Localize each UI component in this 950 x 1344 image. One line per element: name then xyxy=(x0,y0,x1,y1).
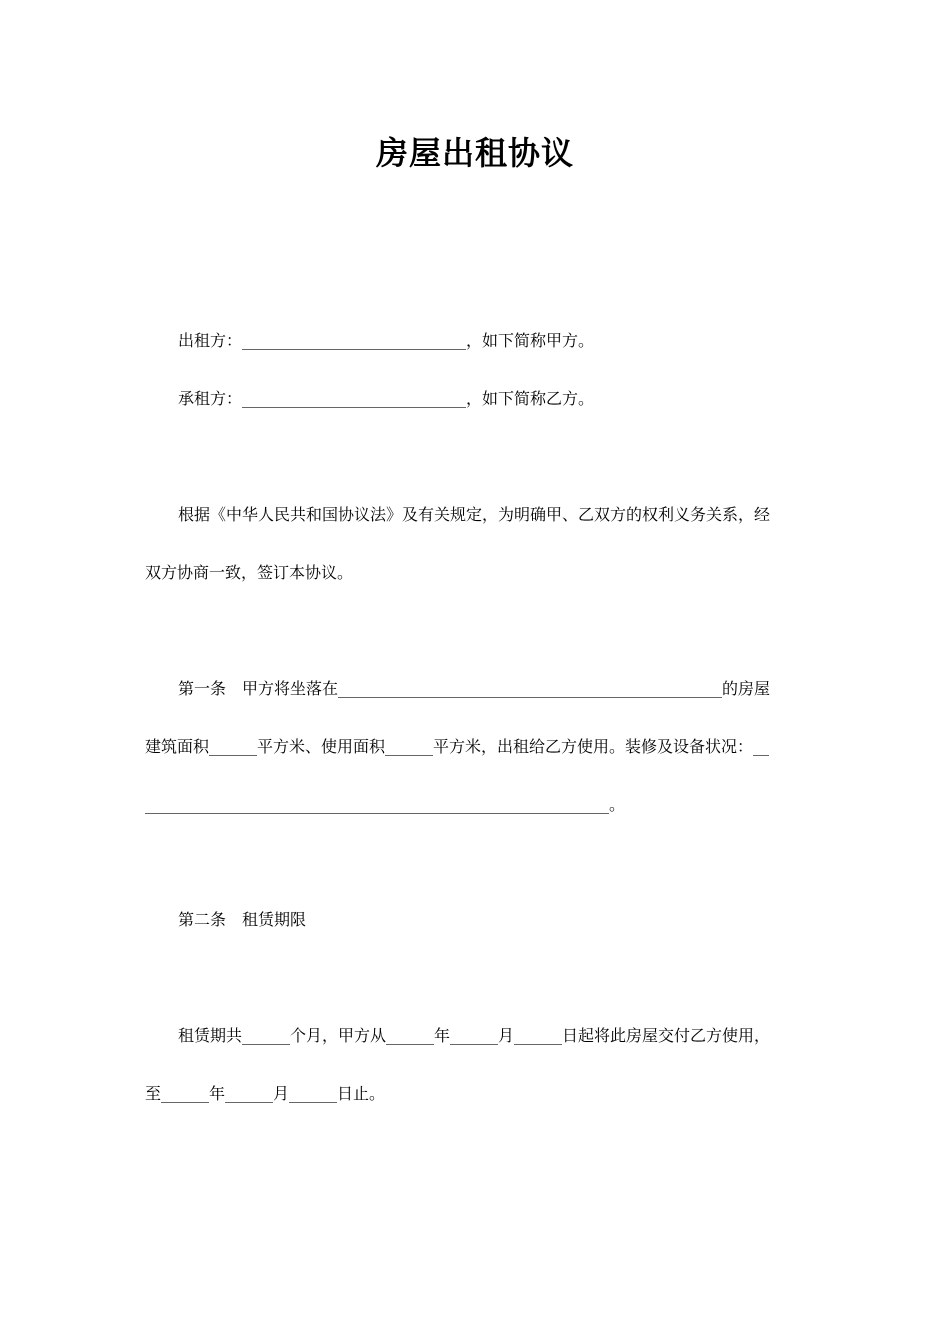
document-title: 房屋出租协议 xyxy=(375,134,574,172)
lessee-line: 承租方：____________________________，如下简称乙方。 xyxy=(178,389,595,408)
preamble-line-1: 根据《中华人民共和国协议法》及有关规定，为明确甲、乙双方的权利义务关系，经 xyxy=(178,505,771,524)
article-1-line-2: 建筑面积______平方米、使用面积______平方米，出租给乙方使用。装修及设备状况：__ xyxy=(145,737,770,756)
lease-term-line-2: 至______年______月______日止。 xyxy=(145,1084,386,1103)
article-2-heading: 第二条 租赁期限 xyxy=(178,910,307,929)
lessor-line: 出租方：____________________________，如下简称甲方。 xyxy=(178,331,595,350)
preamble-line-2: 双方协商一致，签订本协议。 xyxy=(145,563,354,582)
article-1-line-1: 第一条 甲方将坐落在________________________________________________的房屋 xyxy=(178,679,771,698)
lease-term-line-1: 租赁期共______个月，甲方从______年______月______日起将此房屋交付乙方使用， xyxy=(178,1026,771,1045)
article-1-line-3: __________________________________________________________。 xyxy=(145,795,626,814)
